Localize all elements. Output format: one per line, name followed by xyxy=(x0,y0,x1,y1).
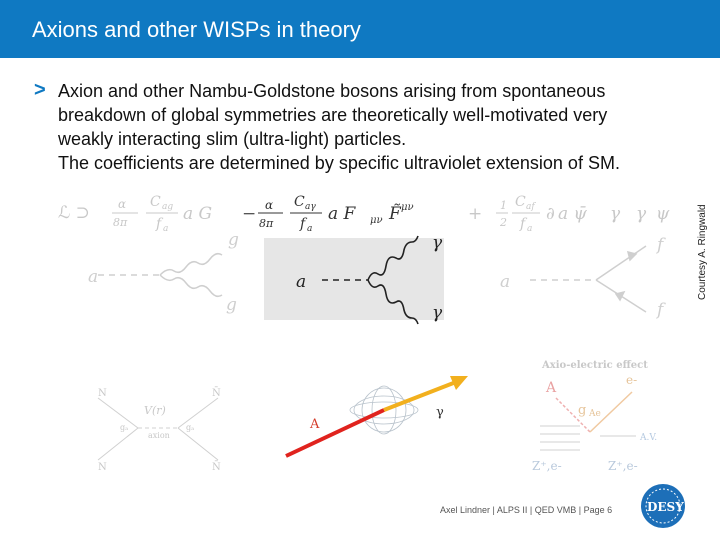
equation-term-1 xyxy=(58,194,212,234)
conversion-gamma-label: γ xyxy=(436,405,444,420)
term3-den-sub: a xyxy=(527,224,533,234)
gluon-g1-label: g xyxy=(228,230,239,250)
force-potential-label: V(r) xyxy=(144,404,166,417)
axio-field-arrows xyxy=(540,426,636,450)
term2-prefactor-num: α xyxy=(265,198,274,212)
conversion-a-label: A xyxy=(310,417,320,432)
bullet-line: breakdown of global symmetries are theoretically well-motivated very xyxy=(58,105,608,125)
lagrangian-symbol: ℒ ⊃ xyxy=(58,203,90,223)
term3-den: f xyxy=(520,216,526,232)
term1-coeff: C xyxy=(150,194,161,210)
axio-g-sub: Ae xyxy=(589,409,601,419)
axio-av-label: A.V. xyxy=(640,433,658,443)
conversion-diagram xyxy=(286,376,468,456)
desy-logo xyxy=(641,484,685,528)
term2-den: f xyxy=(300,216,306,232)
photon-gamma1-label: γ xyxy=(432,233,443,253)
photon-axion-label: a xyxy=(296,272,307,292)
term3-gamma: γ xyxy=(610,204,621,224)
force-n4-label: N̄ xyxy=(212,462,221,473)
term2-dual-sup: μν xyxy=(401,202,414,213)
force-n3-label: N xyxy=(98,462,107,473)
force-axion-label: axion xyxy=(148,431,170,440)
outgoing-photon-arrow xyxy=(384,382,456,410)
force-g2-label: gₐ xyxy=(186,423,195,432)
gluon-g2-label: g xyxy=(226,295,237,315)
slide-footer: Axel Lindner | ALPS II | QED VMB | Page 6 xyxy=(440,505,613,515)
term1-den: f xyxy=(156,216,162,232)
fermion-axion-label: a xyxy=(500,272,511,292)
bullet-marker: > xyxy=(34,79,46,101)
logo-text: DESY xyxy=(647,500,684,514)
feynman-fermion-diagram xyxy=(530,246,646,312)
term3-gamma5: γ xyxy=(636,204,647,224)
gluon-axion-label: a xyxy=(88,267,99,287)
fermion-f2-label: f xyxy=(657,300,664,320)
term3-coeff-sub: af xyxy=(526,202,535,212)
axio-a-label: A xyxy=(546,380,557,396)
lagrangian-equation xyxy=(58,190,670,234)
term1-prefactor-num: α xyxy=(118,197,127,211)
term3-half-den: 2 xyxy=(500,216,507,229)
term1-den-sub: a xyxy=(163,224,169,234)
force-n1-label: N xyxy=(98,388,107,399)
force-g1-label: gₐ xyxy=(120,423,129,432)
axio-e-label: e- xyxy=(626,373,638,387)
term3-psi: ψ xyxy=(656,204,670,224)
axio-z1-label: Z⁺,e- xyxy=(532,459,562,473)
slide-title: Axions and other WISPs in theory xyxy=(32,17,361,42)
term2-dual: F̃ xyxy=(389,204,401,224)
feynman-gluon-diagram xyxy=(98,254,222,297)
term3-half-num: 1 xyxy=(500,199,507,212)
bullet-line: The coefficients are determined by specific ultraviolet extension of SM. xyxy=(58,153,620,173)
incoming-axion-arrow xyxy=(286,410,384,456)
term2-coeff: C xyxy=(294,194,305,210)
term1-field: a G xyxy=(183,204,213,224)
axio-electric-diagram xyxy=(532,360,657,473)
term1-prefactor-den: 8π xyxy=(113,216,128,229)
photon-gamma2-label: γ xyxy=(432,303,443,323)
equation-term-3 xyxy=(468,194,670,234)
svg-text:−: − xyxy=(242,204,257,224)
term2-field: a F xyxy=(328,204,356,224)
term1-coeff-sub: ag xyxy=(162,202,174,212)
photon-diagram-box xyxy=(264,238,444,320)
axio-z2-label: Z⁺,e- xyxy=(608,459,638,473)
term2-field-sub: μν xyxy=(370,215,383,226)
axio-g-label: g xyxy=(578,403,587,418)
gluon-line-1 xyxy=(160,254,222,275)
term2-prefactor-den: 8π xyxy=(259,217,274,230)
term2-coeff-sub: aγ xyxy=(305,202,316,212)
svg-text:+: + xyxy=(468,204,483,224)
term3-field: ∂ xyxy=(546,204,555,224)
bullet-line: Axion and other Nambu-Goldstone bosons arising from spontaneous xyxy=(58,81,606,101)
image-credit: Courtesy A. Ringwald xyxy=(697,204,708,300)
term3-field-rest: a ψ̄ xyxy=(558,204,587,224)
term3-coeff: C xyxy=(515,194,526,210)
axio-electric-title: Axio-electric effect xyxy=(542,360,648,371)
force-n2-label: N̄ xyxy=(212,388,221,399)
gluon-line-2 xyxy=(160,275,222,296)
bullet-line: weakly interacting slim (ultra-light) particles. xyxy=(58,129,407,149)
term2-den-sub: a xyxy=(307,224,313,234)
fermion-f1-label: f xyxy=(657,235,664,255)
